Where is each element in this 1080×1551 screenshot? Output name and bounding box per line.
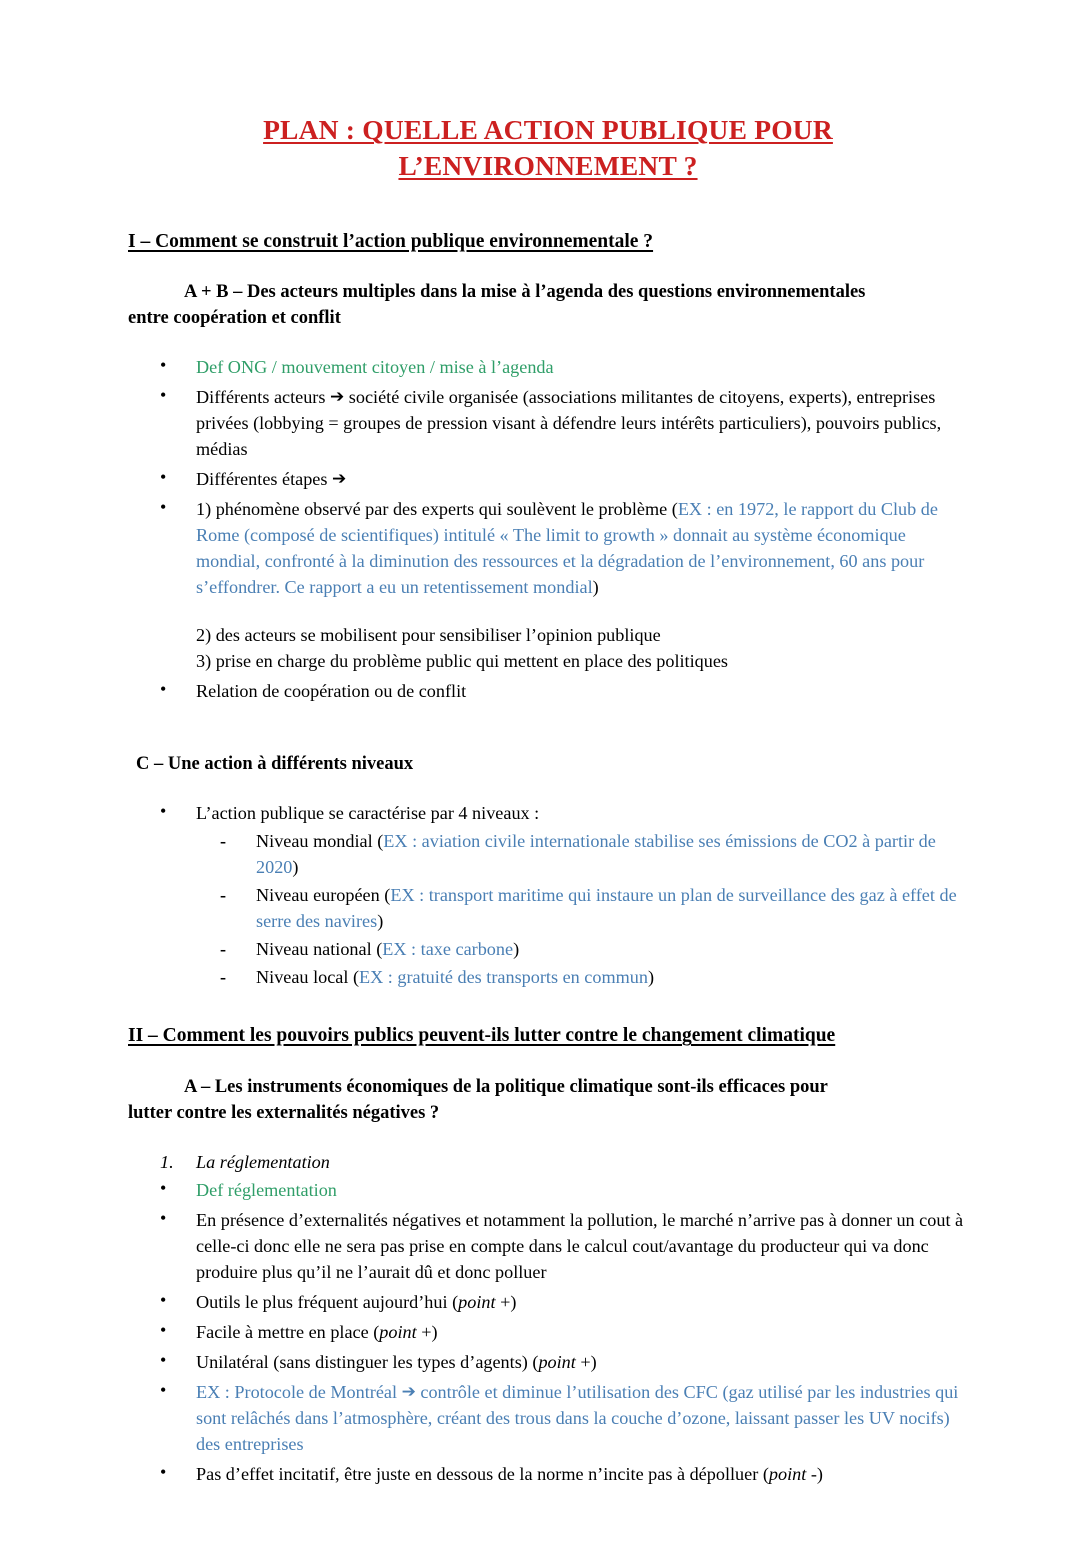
list-item bbox=[196, 964, 968, 990]
right-arrow-icon: ➔ bbox=[330, 386, 345, 407]
list-section-c bbox=[128, 800, 968, 990]
example-close-paren: ) bbox=[592, 577, 599, 598]
level-close-paren: ) bbox=[292, 857, 299, 878]
list-item bbox=[196, 936, 968, 962]
list-item bbox=[128, 1379, 968, 1457]
heading-section-2a-line-2: lutter contre les externalités négatives ? bbox=[128, 1102, 440, 1123]
list-section-a-b bbox=[128, 354, 968, 705]
example-montreal-protocol-start: EX : Protocole de Montréal bbox=[196, 1381, 398, 1402]
list-item bbox=[196, 828, 968, 880]
point-label: point bbox=[379, 1321, 417, 1342]
list-item bbox=[128, 1177, 968, 1203]
page-title-line-1: PLAN : QUELLE ACTION PUBLIQUE POUR bbox=[263, 114, 833, 145]
list-item bbox=[128, 466, 968, 492]
point-label: point bbox=[538, 1351, 576, 1372]
list-item bbox=[128, 354, 968, 380]
page-title-line-2: L’ENVIRONNEMENT ? bbox=[398, 149, 698, 181]
easy-implement-text: Facile à mettre en place ( bbox=[196, 1321, 380, 1342]
point-sign: +) bbox=[575, 1351, 597, 1372]
point-label: point bbox=[768, 1464, 807, 1485]
page-title bbox=[128, 112, 968, 184]
example-montreal-protocol-end: contrôle et diminue l’utilisation des CFC (gaz utilisé par les industries qui sont relâchés dans l’atmosphère, créant des trous dans la couche d’ozone, laissant passer les UV nocifs) des entreprises bbox=[196, 1381, 959, 1454]
list-item bbox=[128, 1319, 968, 1345]
spacer bbox=[128, 994, 968, 1024]
heading-section-c-text: C – Une action à différents niveaux bbox=[136, 754, 414, 775]
list-item bbox=[128, 678, 968, 704]
step2-text: 2) des acteurs se mobilisent pour sensibiliser l’opinion publique bbox=[196, 625, 661, 646]
externalities-text: En présence d’externalités négatives et notamment la pollution, le marché n’arrive pas à donner un cout à celle-ci donc elle ne sera pas prise en compte dans le calcul cout/avantage du producteur qui va donc produire plus qu’il ne l’aurait dû et donc polluer bbox=[196, 1209, 964, 1282]
level-example: EX : taxe carbone bbox=[382, 939, 514, 960]
level-close-paren: ) bbox=[513, 939, 520, 960]
point-label: point bbox=[458, 1291, 496, 1312]
heading-section-a-b-line-1: A + B – Des acteurs multiples dans la mise à l’agenda des questions environnementales bbox=[184, 281, 866, 302]
list-section-2a bbox=[128, 1177, 968, 1487]
heading-section-2a-line-1: A – Les instruments économiques de la politique climatique sont-ils efficaces pour bbox=[184, 1076, 828, 1097]
list-item bbox=[128, 1149, 968, 1175]
level-label: Niveau national ( bbox=[256, 939, 383, 960]
list-item bbox=[128, 1349, 968, 1375]
point-sign: +) bbox=[495, 1291, 517, 1312]
right-arrow-icon: ➔ bbox=[332, 469, 347, 489]
level-example: EX : transport maritime qui instaure un plan de surveillance des gaz à effet de serre des navires bbox=[256, 885, 957, 932]
level-label: Niveau local ( bbox=[256, 967, 360, 988]
definition-ong: Def ONG / mouvement citoyen / mise à l’agenda bbox=[196, 356, 554, 377]
spacer bbox=[128, 708, 968, 752]
step3-text: 3) prise en charge du problème public qui mettent en place des politiques bbox=[196, 651, 728, 672]
point-sign: -) bbox=[806, 1464, 823, 1485]
list-item bbox=[128, 1289, 968, 1315]
list-item bbox=[128, 800, 968, 990]
tool-frequent-text: Outils le plus fréquent aujourd’hui ( bbox=[196, 1291, 459, 1312]
heading-part-2 bbox=[128, 1024, 968, 1048]
heading-part-2-text: II – Comment les pouvoirs publics peuvent-ils lutter contre le changement climatique bbox=[128, 1025, 836, 1047]
level-example: EX : gratuité des transports en commun bbox=[359, 967, 648, 988]
right-arrow-icon: ➔ bbox=[401, 1381, 416, 1402]
list-item bbox=[128, 384, 968, 462]
definition-reglementation: Def réglementation bbox=[196, 1179, 337, 1200]
heading-part-1-text: I – Comment se construit l’action publique environnementale ? bbox=[128, 230, 654, 252]
list-item bbox=[128, 1207, 968, 1285]
list-levels bbox=[196, 828, 968, 990]
step1-text: 1) phénomène observé par des experts qui soulèvent le problème ( bbox=[196, 499, 678, 520]
steps-group bbox=[128, 622, 968, 674]
relation-text: Relation de coopération ou de conflit bbox=[196, 681, 467, 702]
level-close-paren: ) bbox=[377, 911, 384, 932]
steps-label: Différentes étapes bbox=[196, 469, 328, 489]
point-sign: +) bbox=[416, 1321, 438, 1342]
actors-after-arrow: société civile organisée (associations militantes de citoyens, experts), entreprises privées (lobbying = groupes de pression visant à défendre leurs intérêts particuliers), pouvoirs publics, médias bbox=[196, 386, 942, 459]
list-subsection-numbered bbox=[128, 1149, 968, 1175]
heading-section-c bbox=[136, 752, 968, 778]
list-item bbox=[196, 882, 968, 934]
heading-section-a-b-line-2: entre coopération et conflit bbox=[128, 307, 341, 328]
level-label: Niveau européen ( bbox=[256, 885, 391, 906]
list-item bbox=[128, 496, 968, 600]
actors-before-arrow: Différents acteurs bbox=[196, 386, 326, 407]
no-incentive-text: Pas d’effet incitatif, être juste en dessous de la norme n’incite pas à dépolluer ( bbox=[196, 1464, 769, 1485]
level-example: EX : aviation civile internationale stabilise ses émissions de CO2 à partir de 2020 bbox=[256, 831, 936, 878]
heading-section-a-b bbox=[128, 280, 968, 332]
levels-intro-text: L’action publique se caractérise par 4 niveaux : bbox=[196, 803, 540, 824]
level-label: Niveau mondial ( bbox=[256, 831, 384, 852]
subsection-title: La réglementation bbox=[196, 1151, 330, 1172]
list-item bbox=[128, 1461, 968, 1487]
heading-part-1 bbox=[128, 230, 968, 254]
level-close-paren: ) bbox=[647, 967, 654, 988]
example-club-de-rome: EX : en 1972, le rapport du Club de Rome (composé de scientifiques) intitulé « The limit to growth » donnait au système économique mondial, confronté à la diminution des ressources et la dégradation de l’environnement, 60 ans pour s’effondrer. Ce rapport a eu un retentissement mondial bbox=[196, 499, 938, 598]
unilateral-text: Unilatéral (sans distinguer les types d’agents) ( bbox=[196, 1351, 539, 1372]
heading-section-2a bbox=[128, 1075, 968, 1127]
